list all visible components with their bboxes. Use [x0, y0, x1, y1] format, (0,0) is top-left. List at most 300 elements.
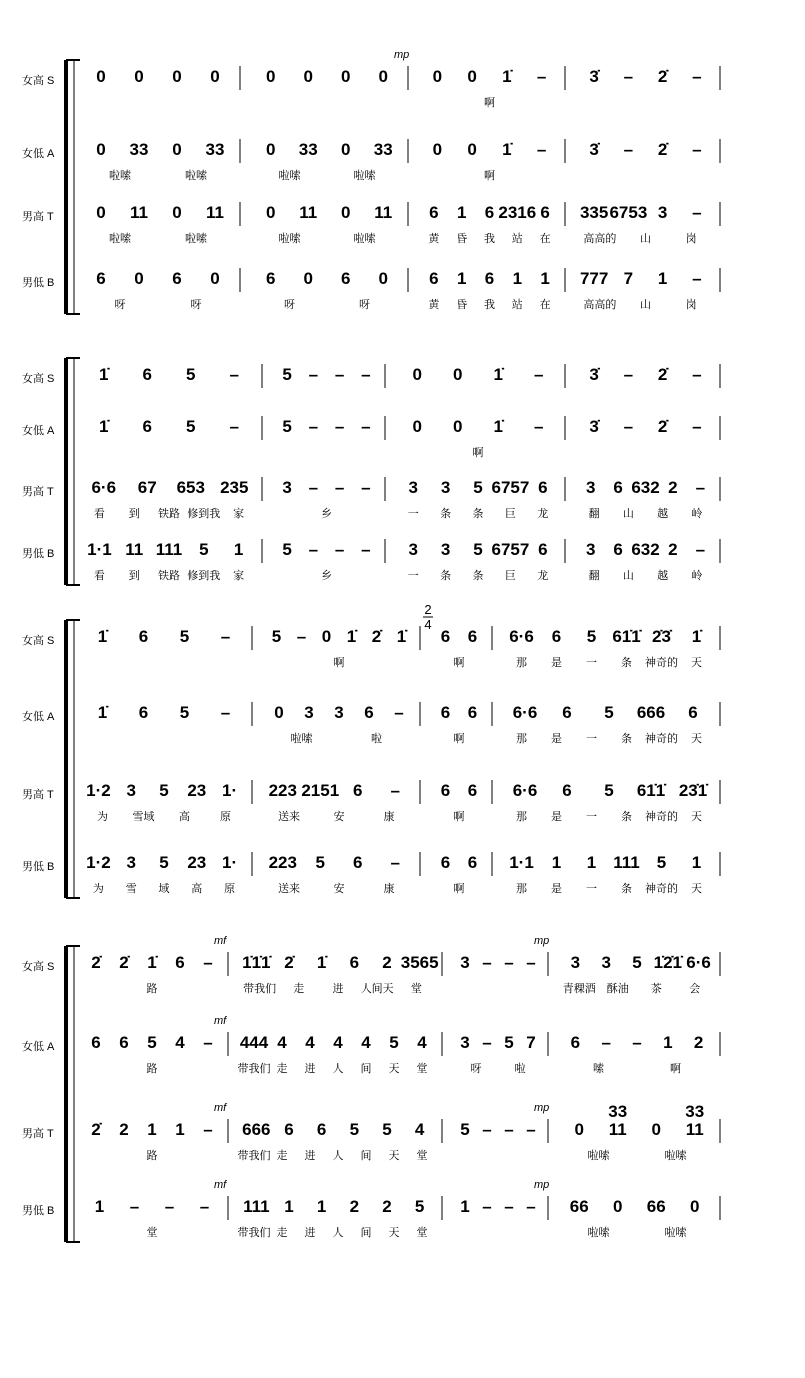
note-group: – — [692, 269, 702, 288]
note-group: – — [308, 478, 319, 497]
note-group: 3 — [440, 540, 451, 559]
note-group: 2 — [693, 1033, 704, 1052]
lyric: 看 — [93, 570, 105, 582]
lyric: 啊 — [484, 170, 495, 182]
lyric: 天 — [388, 1150, 400, 1162]
lyric: 啊 — [453, 811, 465, 823]
lyric: 高高的 — [583, 233, 617, 245]
note-group: – — [504, 953, 514, 972]
note-group: 5 — [604, 703, 614, 722]
note-group: 5 — [632, 953, 642, 972]
note-group: – — [361, 365, 371, 384]
lyric: 青稞酒 — [562, 983, 596, 995]
lyric: 看 — [93, 508, 105, 520]
note-group: 1 — [175, 1120, 185, 1139]
lyric: 山 — [622, 570, 634, 582]
lyric: 一 — [586, 811, 597, 823]
note-group: 0 — [341, 140, 351, 159]
lyric: 啦嗦 — [109, 233, 131, 245]
note-group: 6 — [316, 1120, 327, 1139]
note-group: 1 — [94, 1197, 105, 1216]
lyric: 越 — [657, 570, 669, 582]
note-group: – — [504, 1120, 514, 1139]
lyric: 康 — [383, 811, 395, 823]
note-group: 223 — [268, 781, 297, 800]
note-group: 777 — [579, 269, 609, 288]
note-group: 7 — [526, 1033, 536, 1052]
part-name: 男高 T — [22, 486, 54, 498]
note-group: 6 — [570, 1033, 581, 1052]
note-group: – — [534, 417, 544, 436]
note-group: 0 — [613, 1197, 623, 1216]
note-group: 3 — [408, 478, 418, 497]
note-group: 0 — [172, 203, 182, 222]
note-group: 0 — [467, 67, 477, 86]
lyric: 条 — [621, 733, 632, 745]
lyric: 那 — [516, 811, 527, 823]
note-group: 11 — [125, 540, 144, 559]
note-group: 66 — [569, 1197, 589, 1216]
lyric: 堂 — [416, 1150, 428, 1162]
note-group: – — [229, 417, 239, 436]
note-group: 5 — [656, 853, 667, 872]
note-group: – — [526, 1120, 536, 1139]
note-group: 4 — [305, 1033, 315, 1052]
lyric: 昏 — [456, 299, 468, 311]
note-group: 3 — [570, 953, 581, 972]
note-group: – — [504, 1197, 514, 1216]
note-group: 0 — [96, 67, 106, 86]
note-group: 6 — [467, 627, 478, 646]
lyric: 翻 — [588, 508, 600, 520]
note-group: 5 — [159, 853, 169, 872]
lyric: 酥油 — [606, 983, 629, 995]
note-group: – — [220, 627, 231, 646]
note-group: 1 — [586, 853, 597, 872]
lyric: 送来 — [278, 883, 300, 895]
note-group: 6 — [142, 417, 152, 436]
lyric: 高 — [179, 811, 190, 823]
dynamic-mark: mf — [214, 1179, 227, 1191]
note-group: 6·6 — [509, 627, 534, 646]
note-group: 0 — [210, 67, 220, 86]
note-group: 6 — [142, 365, 152, 384]
note-group: 4 — [361, 1033, 371, 1052]
part-name: 女高 S — [22, 75, 55, 87]
note-group: 6753 — [609, 203, 648, 222]
note-group: – — [308, 540, 319, 559]
lyric: 啊 — [333, 657, 345, 669]
note-group: 1̇ — [99, 365, 109, 384]
dynamic-mark: mp — [394, 49, 410, 61]
lyric: 啊 — [484, 97, 495, 109]
lyric: 天 — [691, 733, 702, 745]
note-group: – — [692, 67, 702, 86]
note-group: – — [229, 365, 239, 384]
note-group: 33 — [205, 140, 225, 159]
lyric: 啊 — [670, 1063, 681, 1075]
note-group: – — [482, 1197, 492, 1216]
note-group: 1̇ — [691, 627, 702, 646]
note-group: 1̇ — [316, 953, 327, 972]
note-group: – — [632, 1033, 642, 1052]
note-group: 2̇3̇ — [652, 627, 671, 646]
note-group: – — [695, 478, 706, 497]
part-name: 男低 B — [22, 548, 55, 560]
note-group: 6 — [284, 1120, 294, 1139]
lyric: 会 — [689, 983, 701, 995]
note-group: 1 — [551, 853, 562, 872]
note-group: 5 — [159, 781, 169, 800]
lyric: 是 — [551, 657, 562, 669]
note-group: 1̇1̇1̇ — [242, 953, 271, 972]
note-group: 6 — [467, 781, 478, 800]
lyric: 神奇的 — [645, 811, 678, 823]
note-group: 1· — [222, 853, 238, 872]
note-group: 3 — [126, 781, 136, 800]
lyric: 站 — [511, 233, 523, 245]
note-group: 0 — [266, 140, 276, 159]
note-group: 111 — [613, 853, 640, 872]
lyric: 人 — [332, 1150, 344, 1162]
dynamic-mark: mp — [534, 1102, 550, 1114]
note-group: – — [296, 627, 307, 646]
lyric: 路 — [146, 1150, 158, 1162]
lyric: 啦 — [514, 1063, 526, 1075]
lyric: 岭 — [691, 508, 703, 520]
lyric: 那 — [516, 733, 527, 745]
note-group: – — [623, 365, 634, 384]
note-group: 6 — [429, 269, 439, 288]
lyric: 家 — [233, 508, 245, 520]
lyric: 带我们 — [237, 1227, 271, 1239]
note-group: 6 — [484, 269, 495, 288]
note-group: 2 — [382, 953, 392, 972]
note-group: 11 — [608, 1120, 627, 1139]
note-group: 6·6 — [512, 781, 538, 800]
note-group: – — [692, 203, 702, 222]
lyric: 岭 — [691, 570, 703, 582]
note-group: 6 — [138, 627, 149, 646]
note-group: 11 — [206, 203, 224, 222]
lyric: 间 — [360, 1227, 372, 1239]
note-group: 4 — [414, 1120, 425, 1139]
note-group: 4 — [277, 1033, 287, 1052]
note-group: 2̇ — [657, 140, 668, 159]
note-group: 2 — [382, 1197, 392, 1216]
note-group: 1 — [284, 1197, 294, 1216]
lyric: 啦嗦 — [664, 1227, 687, 1239]
note-group: 6·6 — [91, 478, 117, 497]
lyric: 啦 — [371, 733, 382, 745]
note-group: 23 — [187, 853, 207, 872]
lyric: 翻 — [588, 570, 600, 582]
note-group: 1̇ — [97, 703, 108, 722]
lyric: 为 — [92, 883, 104, 895]
note-group: 6 — [172, 269, 182, 288]
part-name: 男高 T — [22, 211, 54, 223]
note-group: 66 — [646, 1197, 666, 1216]
note-group: – — [482, 953, 492, 972]
note-group: 3 — [460, 1033, 470, 1052]
note-group: – — [526, 1197, 536, 1216]
lyric: 一 — [586, 883, 597, 895]
note-group: 67 — [137, 478, 157, 497]
lyric: 啦嗦 — [185, 233, 207, 245]
note-group: 6 — [341, 269, 351, 288]
note-group: – — [220, 703, 231, 722]
note-group: 6 — [540, 203, 550, 222]
lyric: 山 — [640, 233, 651, 245]
note-group: 1·1 — [509, 853, 534, 872]
note-group: – — [623, 67, 634, 86]
note-group: 11 — [299, 203, 318, 222]
note-group: 0 — [96, 140, 106, 159]
lyric: 进 — [332, 983, 344, 995]
lyric: 带我们 — [237, 1063, 271, 1075]
lyric: 那 — [516, 657, 527, 669]
part-name: 男低 B — [22, 861, 55, 873]
note-group: 5 — [186, 365, 196, 384]
note-group: 4 — [175, 1033, 185, 1052]
note-group: 0 — [266, 67, 276, 86]
lyric: 条 — [621, 883, 632, 895]
note-group: 11 — [685, 1120, 704, 1139]
lyric: 嗦 — [593, 1063, 604, 1075]
note-group: 6757 — [491, 540, 530, 559]
part-name: 女高 S — [22, 635, 55, 647]
lyric: 条 — [440, 508, 452, 520]
note-group: 3 — [460, 953, 470, 972]
note-group: 3 — [601, 953, 611, 972]
note-group: – — [390, 853, 400, 872]
note-group: 2 — [668, 540, 678, 559]
part-name: 男低 B — [22, 277, 55, 289]
note-group: 33 — [373, 140, 393, 159]
note-group: 666 — [242, 1120, 271, 1139]
dynamic-mark: mp — [534, 1179, 550, 1191]
note-group: – — [623, 140, 634, 159]
note-group: 23̇1̇ — [678, 781, 708, 800]
note-group: 1̇ — [502, 67, 512, 86]
note-group: 2316 — [498, 203, 537, 222]
note-group: – — [203, 1033, 213, 1052]
dynamic-mark: mf — [214, 1015, 227, 1027]
lyric: 天 — [388, 1227, 400, 1239]
lyric: 呀 — [470, 1063, 482, 1075]
note-group: – — [536, 140, 547, 159]
note-group: 5 — [282, 540, 292, 559]
lyric: 呀 — [114, 299, 126, 311]
lyric: 啦嗦 — [185, 170, 207, 182]
lyric: 啦嗦 — [587, 1150, 610, 1162]
note-group: 111 — [155, 540, 183, 559]
lyric: 安 — [333, 883, 345, 895]
note-group: 5 — [604, 781, 614, 800]
note-group: 1̇ — [99, 417, 109, 436]
note-group: 3 — [282, 478, 292, 497]
part-name: 女高 S — [22, 373, 55, 385]
lyric: 山 — [640, 299, 651, 311]
note-group: 632 — [631, 540, 660, 559]
lyric: 一 — [586, 657, 597, 669]
lyric: 间 — [360, 1150, 372, 1162]
lyric: 雪 — [125, 883, 137, 895]
note-group: 5 — [199, 540, 209, 559]
note-group: – — [334, 478, 345, 497]
note-group: 2̇ — [91, 953, 101, 972]
note-group: 6 — [613, 478, 623, 497]
lyric: 是 — [551, 811, 562, 823]
note-group: 6 — [353, 853, 363, 872]
lyric: 啦嗦 — [587, 1227, 610, 1239]
lyric: 带我们 — [237, 1150, 271, 1162]
note-group: 3 — [585, 540, 596, 559]
note-group: – — [536, 67, 547, 86]
note-group: 1 — [512, 269, 523, 288]
note-group: 0 — [134, 269, 144, 288]
note-group: 33 — [608, 1102, 628, 1121]
note-group: 33 — [685, 1102, 705, 1121]
note-group: 3̇ — [589, 67, 599, 86]
lyric: 越 — [657, 508, 669, 520]
note-group: – — [601, 1033, 611, 1052]
note-group: 6 — [562, 781, 572, 800]
note-group: – — [129, 1197, 140, 1216]
note-group: 6 — [440, 703, 451, 722]
note-group: – — [334, 540, 345, 559]
lyric: 进 — [304, 1063, 316, 1075]
note-group: 1 — [691, 853, 702, 872]
lyric: 山 — [622, 508, 634, 520]
note-group: 33 — [129, 140, 149, 159]
note-group: 1 — [147, 1120, 157, 1139]
note-group: 1̇ — [502, 140, 512, 159]
lyric: 为 — [97, 811, 108, 823]
note-group: 6 — [96, 269, 106, 288]
note-group: 1̇ — [97, 627, 108, 646]
note-group: 6 — [138, 703, 149, 722]
note-group: 6 — [551, 627, 562, 646]
lyric: 铁路 — [158, 508, 180, 520]
lyric: 呀 — [359, 299, 370, 311]
note-group: 11 — [130, 203, 148, 222]
note-group: 2̇ — [284, 953, 294, 972]
note-group: 1· — [222, 781, 238, 800]
note-group: – — [623, 417, 634, 436]
part-name: 男低 B — [22, 1205, 55, 1217]
note-group: – — [199, 1197, 210, 1216]
note-group: 1 — [663, 1033, 673, 1052]
lyric: 啦嗦 — [664, 1150, 687, 1162]
lyric: 到 — [128, 570, 140, 582]
note-group: 6 — [91, 1033, 101, 1052]
lyric: 条 — [472, 508, 484, 520]
part-name: 女高 S — [22, 961, 55, 973]
note-group: – — [692, 365, 702, 384]
note-group: 1̇ — [493, 417, 503, 436]
lyric: 神奇的 — [645, 733, 678, 745]
lyric: 人 — [332, 1227, 344, 1239]
part-name: 女低 A — [22, 711, 55, 723]
note-group: 6 — [353, 781, 363, 800]
lyric: 乡 — [321, 508, 332, 520]
note-group: 1·1 — [87, 540, 112, 559]
note-group: 0 — [378, 67, 388, 86]
lyric: 龙 — [537, 570, 549, 582]
lyric: 堂 — [416, 1227, 428, 1239]
lyric: 啊 — [453, 883, 465, 895]
note-group: 0 — [453, 417, 463, 436]
lyric: 康 — [383, 883, 395, 895]
lyric: 我 — [484, 299, 495, 311]
note-group: 335 — [579, 203, 609, 222]
note-group: 1̇2̇1̇ — [653, 953, 682, 972]
note-group: 5 — [315, 853, 325, 872]
lyric: 人 — [332, 1063, 344, 1075]
lyric: 送来 — [278, 811, 300, 823]
note-group: 6 — [562, 703, 572, 722]
lyric: 堂 — [410, 983, 422, 995]
note-group: 6·6 — [512, 703, 538, 722]
note-group: 1 — [316, 1197, 327, 1216]
note-group: 6 — [613, 540, 623, 559]
note-group: 3̇ — [589, 417, 599, 436]
note-group: 5 — [179, 627, 190, 646]
lyric: 天 — [691, 883, 702, 895]
time-signature: 2 — [424, 602, 432, 617]
note-group: 0 — [266, 203, 276, 222]
note-group: 4 — [333, 1033, 343, 1052]
lyric: 人间天 — [360, 983, 394, 995]
note-group: – — [526, 953, 536, 972]
lyric: 呀 — [190, 299, 202, 311]
lyric: 走 — [276, 1063, 288, 1075]
note-group: 6 — [467, 703, 478, 722]
note-group: – — [692, 140, 702, 159]
lyric: 一 — [407, 570, 419, 582]
note-group: 1·2 — [86, 853, 111, 872]
lyric: 巨 — [504, 570, 516, 582]
note-group: 0 — [210, 269, 220, 288]
note-group: 0 — [96, 203, 106, 222]
note-group: 3 — [440, 478, 451, 497]
note-group: 0 — [690, 1197, 700, 1216]
note-group: 6 — [440, 627, 451, 646]
lyric: 带我们 — [243, 983, 277, 995]
note-group: – — [334, 365, 345, 384]
note-group: 0 — [467, 140, 477, 159]
lyric: 啊 — [472, 447, 484, 459]
lyric: 乡 — [321, 570, 332, 582]
lyric: 啦嗦 — [278, 170, 301, 182]
note-group: 0 — [651, 1120, 661, 1139]
lyric: 条 — [621, 657, 632, 669]
note-group: – — [692, 417, 702, 436]
note-group: 1 — [456, 203, 467, 222]
note-group: 5 — [389, 1033, 399, 1052]
note-group: 3 — [304, 703, 314, 722]
lyric: 天 — [388, 1063, 400, 1075]
note-group: 632 — [631, 478, 660, 497]
note-group: 2̇ — [657, 67, 668, 86]
lyric: 龙 — [537, 508, 549, 520]
note-group: 5 — [282, 417, 292, 436]
note-group: – — [394, 703, 404, 722]
lyric: 啊 — [453, 733, 465, 745]
note-group: 5 — [282, 365, 292, 384]
note-group: 3 — [657, 203, 668, 222]
